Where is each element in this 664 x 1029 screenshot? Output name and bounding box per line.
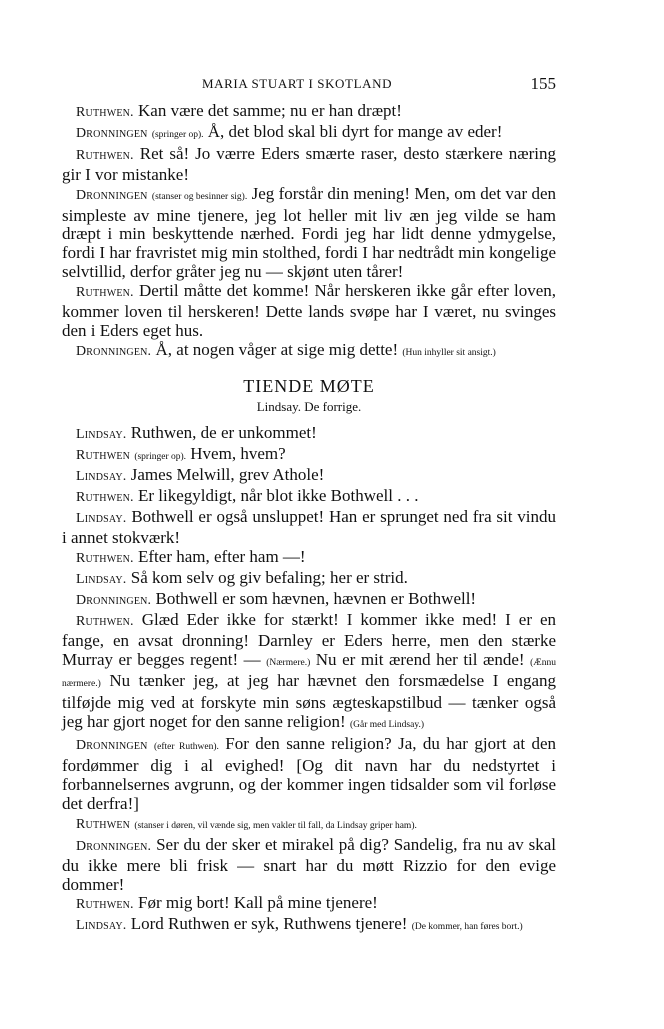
speech-text: Så kom selv og giv befaling; her er strid. [130,567,408,587]
running-title: MARIA STUART I SKOTLAND [202,76,393,91]
speech [62,915,556,937]
speaker-name: Ruthwen. [76,613,134,629]
speech [62,466,556,487]
page-number: 155 [530,74,556,93]
speech-text: Jeg forstår din mening! Men, om det var den simpleste av mine tjenere, jeg lot heller mit liv æn jeg vilde se ham dræpt i min beskyttende nærhed. Fordi jeg har lidt denne ydmygelse, fordi I har fravristet mig min stolthed, fordi I har nedtrådt min kongelige selvtillid, derfor gråter jeg nu — skjønt uten tårer! [62,183,557,282]
page-header [62,74,556,94]
speaker-name: Lindsay. [76,918,127,934]
speech-text: James Melwill, grev Athole! [130,465,325,485]
speech-text: Ret så! Jo værre Eders smærte raser, desto stærkere næring gir I vor mistanke! [62,143,557,184]
speech [62,569,556,590]
speech-text: Å, at nogen våger at sige mig dette! [155,339,399,359]
speech [62,836,556,895]
speaker-name: Ruthwen. [76,897,134,913]
speaker-name: Ruthwen. [76,147,134,163]
speaker-name: Ruthwen [76,447,131,463]
speech [62,145,556,185]
stage-direction: (Ænnu nærmere.) [62,657,556,690]
speech-text: Nu tænker jeg, at jeg har hævnet den forsmædelse I engang tilføjde mig ved at forskyte min søns ægteskapstilbud — tænker også jeg har gjort noget for den sanne religion! [62,671,556,732]
speech-text: Nu er mit ærend her til ænde! [315,649,525,669]
speech-text: Efter ham, efter ham —! [138,547,306,567]
speech-text: Å, det blod skal bli dyrt for mange av eder! [207,121,503,141]
speaker-name: Dronningen [76,125,148,141]
speech [62,282,556,341]
speech-text: Ruthwen, de er unkommet! [130,422,317,442]
speech [62,185,556,283]
stage-direction: (springer op). [151,129,204,140]
speeches-after-scene [62,424,556,938]
speaker-name: Ruthwen. [76,105,134,120]
stage-direction: (De kommer, han føres bort.) [411,922,523,933]
speech [62,548,556,569]
speech [62,894,556,915]
speech [62,341,556,363]
speaker-name: Dronningen [76,738,148,754]
speaker-name: Lindsay. [76,571,127,587]
speaker-name: Ruthwen. [76,490,134,506]
speech-text: Bothwell er også unsluppet! Han er sprunget ned fra sit vindu i annet stokværk! [62,507,556,548]
speech [62,508,556,548]
speech [62,611,556,735]
speech-text: Glæd Eder ikke for stærkt! I kommer ikke med! I er en fange, en avsat dronning! Darnley er Eders herre, men den stærke Murray er begges regent! — [62,609,557,669]
speech-text: Dertil måtte det komme! Når herskeren ikke går efter loven, kommer loven til herskeren! Dette lands svøpe har I været, nu svinges den i Eders eget hus. [62,281,556,340]
speech [62,814,556,836]
play-text [62,102,556,937]
speech [62,487,556,508]
speech-text: Er likegyldigt, når blot ikke Bothwell . . . [138,486,419,506]
speech [62,123,556,145]
speech-text: Hvem, hvem? [190,443,286,463]
speech-text: Kan være det samme; nu er han dræpt! [138,101,402,120]
speech [62,445,556,467]
speaker-name: Lindsay. [76,511,127,527]
speech [62,424,556,445]
stage-direction: (Nærmere.) [266,657,311,668]
speaker-name: Ruthwen. [76,285,134,301]
scene-cast: Lindsay. De forrige. [256,398,362,414]
speaker-name: Ruthwen. [76,551,134,567]
stage-direction: (Hun inhyller sit ansigt.) [402,347,496,358]
stage-direction: (stanser i døren, vil vænde sig, men vakler til fall, da Lindsay griper ham). [134,820,417,831]
speech-text: Ser du der sker et mirakel på dig? Sandelig, fra nu av skal du ikke mere bli frisk — snart har du møtt Rizzio for den evige dommer! [62,834,557,894]
speech [62,102,556,123]
stage-direction: (stanser og besinner sig). [151,191,248,202]
speaker-name: Dronningen. [76,838,152,854]
stage-direction: (Går med Lindsay.) [349,720,425,731]
speaker-name: Ruthwen [76,816,131,832]
speaker-name: Lindsay. [76,469,127,485]
speech-text: Før mig bort! Kall på mine tjenere! [138,893,378,913]
speeches-before-scene [62,102,556,363]
speaker-name: Dronningen. [76,592,152,608]
stage-direction: (efter Ruthwen). [153,742,219,753]
speaker-name: Lindsay. [76,426,127,442]
speech [62,735,556,814]
speech-text: Bothwell er som hævnen, hævnen er Bothwell! [155,588,477,608]
scene-title: TIENDE MØTE [243,375,375,396]
speech-text: Lord Ruthwen er syk, Ruthwens tjenere! [130,914,408,934]
speaker-name: Dronningen. [76,343,152,359]
speech [62,590,556,611]
speech-text: For den sanne religion? Ja, du har gjort at den fordømmer dig i al evighed! [Og dit navn har du nedstyrtet i forbannelsernes avgrunn, og der kommer ingen tidsalder som vil forløse det derfra!] [62,734,557,813]
stage-direction: (springer op). [134,451,187,462]
speaker-name: Dronningen [76,187,148,203]
